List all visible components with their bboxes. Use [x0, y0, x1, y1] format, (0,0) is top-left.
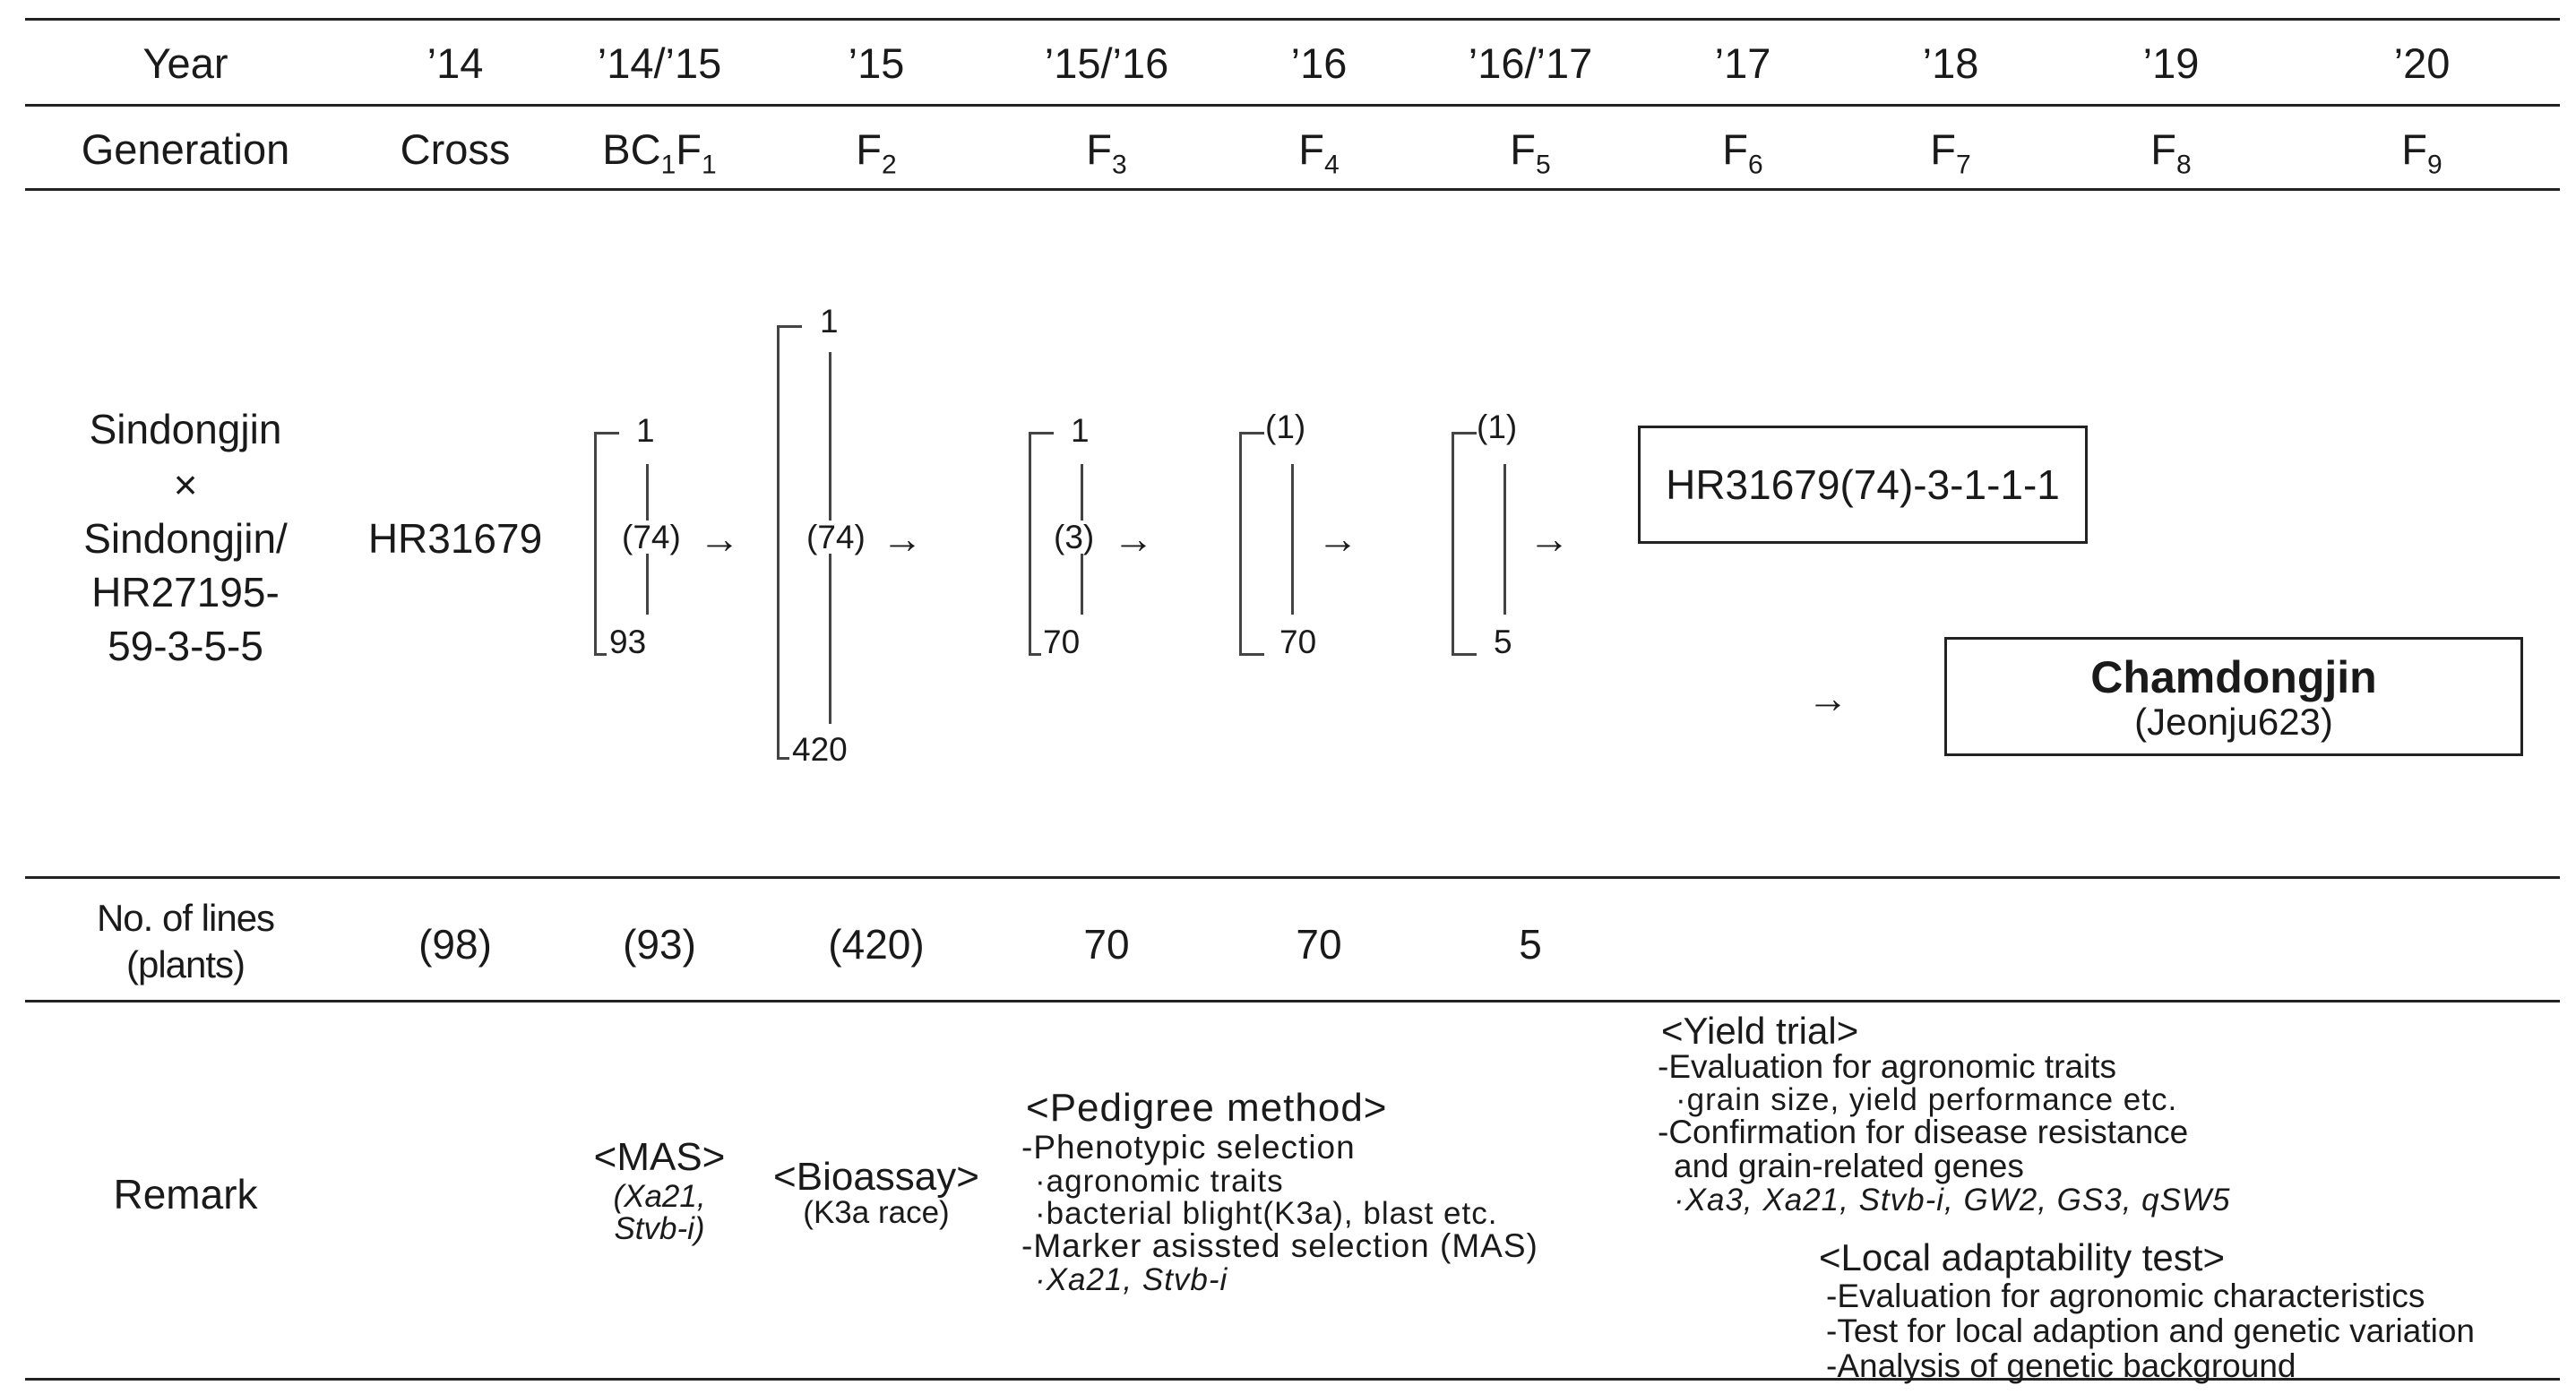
generation-base: F: [1510, 125, 1537, 173]
variety-code: (Jeonju623): [2134, 701, 2333, 743]
bracket-bottom-value: 5: [1494, 624, 1512, 660]
bracket-bottom-value: 70: [1279, 624, 1317, 660]
bracket-mid-value: [1050, 521, 1098, 554]
lines-value: (93): [623, 921, 696, 968]
year-cell: ’16/’17: [1468, 39, 1593, 87]
bracket-bottom-value: 70: [1043, 624, 1081, 660]
yield-trial-title: <Yield trial>: [1661, 1010, 1859, 1052]
year-cell: ’15/’16: [1044, 39, 1169, 87]
bracket-mid-text: (74): [806, 519, 866, 555]
bracket-top-value: 1: [820, 303, 839, 340]
generation-base: F: [1722, 125, 1749, 173]
arrow-right: →: [1529, 515, 1570, 562]
generation-cell: [2401, 125, 2442, 180]
pedigree-line: ·agronomic traits: [1035, 1164, 1284, 1199]
remark-label: Remark: [113, 1171, 258, 1218]
generation-base: F: [1086, 125, 1113, 173]
year-cell: ’18: [1922, 39, 1979, 87]
bracket-outer-line: [1239, 432, 1242, 656]
mas-genes: Stvb-i): [614, 1211, 705, 1246]
yield-trial-line: -Confirmation for disease resistance: [1658, 1114, 2189, 1150]
bracket-bottom-tick: [594, 653, 607, 656]
arrow-right: →: [882, 515, 923, 562]
generation-cell: [1722, 125, 1763, 180]
bracket-top-tick: [1452, 432, 1477, 435]
parent-line: Sindongjin: [89, 406, 282, 452]
generation-sub: 1: [702, 150, 717, 180]
pedigree-line: -Marker asissted selection (MAS): [1021, 1227, 1538, 1264]
bracket-top-tick: [594, 432, 619, 435]
generation-cell: Cross: [400, 125, 511, 173]
year-cell: ’14/’15: [597, 39, 722, 87]
mas-title: <MAS>: [593, 1135, 726, 1179]
parent-line: Sindongjin/: [83, 515, 288, 562]
lines-value: 5: [1519, 921, 1542, 968]
bracket-outer-line: [1452, 432, 1454, 656]
rule-after-generation: [25, 188, 2560, 191]
generation-cell: [856, 125, 897, 180]
generation-cell: [1298, 125, 1340, 180]
generation-cell: [1930, 125, 1971, 180]
year-cell: ’17: [1714, 39, 1771, 87]
generation-sub: 7: [1956, 150, 1971, 180]
pedigree-genes: ·Xa21, Stvb-i: [1035, 1262, 1228, 1297]
generation-label: Generation: [81, 125, 290, 173]
rule-after-diagram: [25, 876, 2560, 879]
generation-base: F: [1298, 125, 1325, 173]
bracket-top-value: (1): [1477, 409, 1518, 445]
bracket-bottom-tick: [1452, 653, 1477, 656]
arrow-right: →: [1113, 515, 1154, 562]
year-cell: ’16: [1290, 39, 1348, 87]
cross-name: HR31679: [367, 515, 543, 562]
bioassay-detail: (K3a race): [803, 1195, 950, 1230]
arrow-right: →: [1317, 515, 1358, 562]
generation-base: F: [856, 125, 883, 173]
generation-sub: 2: [882, 150, 897, 180]
bracket-bottom-tick: [1029, 653, 1041, 656]
selected-line-name: HR31679(74)-3-1-1-1: [1666, 461, 2060, 508]
bracket-inner-line: [1291, 464, 1294, 615]
bracket-top-tick: [777, 325, 802, 328]
lines-label-sub: (plants): [125, 943, 246, 985]
generation-sub: 3: [1112, 150, 1127, 180]
generation-cell: [2150, 125, 2192, 180]
bracket-bottom-value: 93: [609, 624, 647, 660]
year-cell: ’20: [2393, 39, 2451, 87]
yield-trial-line: and grain-related genes: [1674, 1148, 2024, 1184]
bracket-bottom-tick: [777, 757, 789, 760]
generation-sub: 8: [2176, 150, 2192, 180]
arrow-right: →: [1807, 675, 1848, 721]
parent-line: HR27195-: [91, 569, 280, 615]
generation-base: BC: [602, 125, 661, 173]
cross-symbol: ×: [173, 461, 198, 508]
bracket-top-tick: [1029, 432, 1054, 435]
pedigree-line: ·bacterial blight(K3a), blast etc.: [1035, 1196, 1498, 1231]
generation-base: F: [2401, 125, 2428, 173]
lines-value: (420): [828, 921, 925, 968]
local-test-line: -Analysis of genetic background: [1826, 1347, 2296, 1384]
generation-cell: [602, 125, 717, 180]
generation-base: F: [2150, 125, 2177, 173]
variety-name: Chamdongjin: [2090, 652, 2377, 702]
bracket-top-value: 1: [1071, 412, 1090, 449]
lines-label: No. of lines: [96, 897, 275, 939]
generation-sub: 9: [2427, 150, 2442, 180]
bracket-top-value: 1: [636, 412, 655, 449]
bioassay-title: <Bioassay>: [773, 1155, 979, 1199]
generation-sub: 1: [660, 150, 676, 180]
bracket-mid-value: [618, 521, 685, 554]
local-test-line: -Evaluation for agronomic characteristics: [1826, 1278, 2425, 1314]
pedigree-line: -Phenotypic selection: [1021, 1129, 1356, 1166]
bracket-outer-line: [1029, 432, 1031, 656]
lines-value: (98): [418, 921, 492, 968]
bracket-bottom-value: 420: [792, 731, 848, 768]
bracket-inner-line: [1503, 464, 1506, 615]
year-label: Year: [142, 39, 228, 87]
selected-line-box: [1638, 426, 2088, 544]
generation-cell: [1510, 125, 1551, 180]
bracket-top-value: (1): [1265, 409, 1306, 445]
variety-box: [1944, 637, 2523, 756]
bracket-outer-line: [594, 432, 597, 656]
year-cell: ’14: [426, 39, 484, 87]
bracket-mid-text: (74): [622, 519, 681, 555]
rule-after-lines: [25, 1000, 2560, 1002]
generation-base: F: [676, 125, 702, 173]
pedigree-title: <Pedigree method>: [1026, 1086, 1388, 1130]
year-cell: ’15: [848, 39, 905, 87]
year-cell: ’19: [2142, 39, 2200, 87]
lines-value: 70: [1296, 921, 1342, 968]
yield-trial-genes: ·Xa3, Xa21, Stvb-i, GW2, GS3, qSW5: [1674, 1183, 2231, 1218]
generation-sub: 4: [1324, 150, 1340, 180]
generation-sub: 6: [1748, 150, 1763, 180]
bracket-top-tick: [1239, 432, 1264, 435]
yield-trial-line: ·grain size, yield performance etc.: [1676, 1082, 2178, 1117]
lines-value: 70: [1083, 921, 1130, 968]
rule-top: [25, 18, 2560, 21]
generation-base: F: [1930, 125, 1957, 173]
arrow-right: →: [699, 515, 740, 562]
generation-sub: 5: [1536, 150, 1551, 180]
local-test-title: <Local adaptability test>: [1819, 1236, 2225, 1278]
generation-cell: [1086, 125, 1127, 180]
bracket-mid-value: [803, 521, 869, 554]
rule-after-year: [25, 104, 2560, 107]
bracket-mid-text: (3): [1054, 519, 1095, 555]
bracket-outer-line: [777, 325, 780, 760]
mas-genes: (Xa21,: [613, 1179, 706, 1214]
local-test-line: -Test for local adaption and genetic variation: [1826, 1312, 2475, 1349]
bracket-bottom-tick: [1239, 653, 1264, 656]
yield-trial-line: -Evaluation for agronomic traits: [1658, 1048, 2117, 1085]
parent-line: 59-3-5-5: [108, 623, 263, 669]
